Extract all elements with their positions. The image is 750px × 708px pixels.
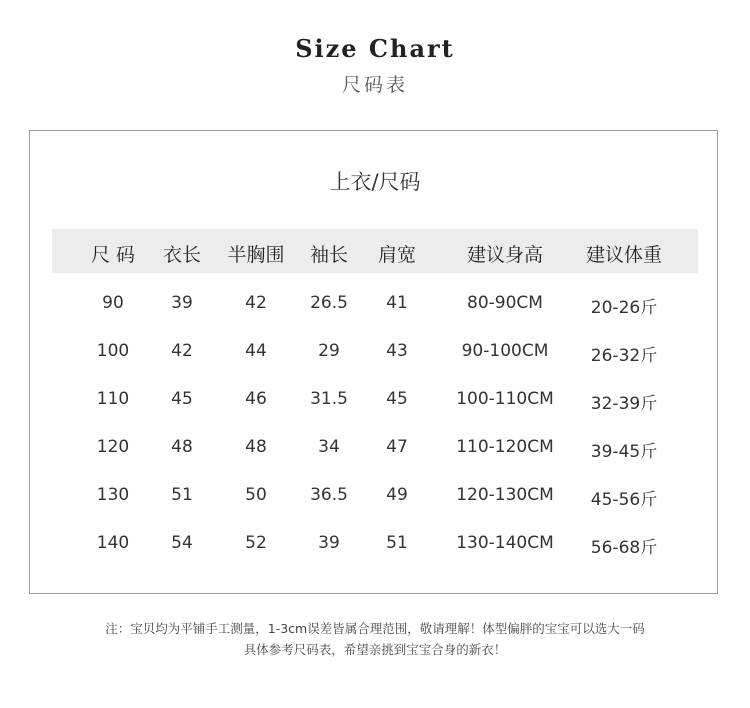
table-cell-height: 110-120CM xyxy=(456,437,554,457)
table-cell-length: 48 xyxy=(171,437,193,457)
column-header-shoulder: 肩宽 xyxy=(377,244,417,266)
table-cell-weight: 20-26斤 xyxy=(590,298,658,318)
column-header-half-chest: 半胸围 xyxy=(227,244,285,266)
column-header-sleeve: 袖长 xyxy=(309,244,349,266)
table-cell-size: 100 xyxy=(96,341,130,361)
table-title: 上衣/尺码 xyxy=(329,170,421,194)
table-cell-shoulder: 43 xyxy=(386,341,408,361)
table-cell-shoulder: 47 xyxy=(386,437,408,457)
table-cell-shoulder: 45 xyxy=(386,389,408,409)
note-line-1: 注：宝贝均为平铺手工测量，1-3cm误差皆属合理范围，敬请理解！体型偏胖的宝宝可以选大一码 xyxy=(105,621,645,636)
table-cell-size: 110 xyxy=(96,389,130,409)
table-cell-height: 100-110CM xyxy=(456,389,554,409)
page-title: Size Chart xyxy=(295,34,455,63)
table-cell-half-chest: 52 xyxy=(245,533,267,553)
note-line-2: 具体参考尺码表，希望亲挑到宝宝合身的新衣！ xyxy=(243,642,507,657)
table-cell-sleeve: 36.5 xyxy=(310,485,348,505)
table-cell-length: 54 xyxy=(171,533,193,553)
table-cell-sleeve: 39 xyxy=(318,533,340,553)
table-cell-shoulder: 49 xyxy=(386,485,408,505)
table-cell-size: 140 xyxy=(96,533,130,553)
table-cell-weight: 45-56斤 xyxy=(590,490,658,510)
table-cell-length: 42 xyxy=(171,341,193,361)
table-cell-weight: 56-68斤 xyxy=(590,538,658,558)
table-cell-sleeve: 31.5 xyxy=(310,389,348,409)
table-cell-half-chest: 50 xyxy=(245,485,267,505)
column-header-height: 建议身高 xyxy=(466,244,544,266)
table-cell-height: 90-100CM xyxy=(461,341,549,361)
table-cell-half-chest: 44 xyxy=(245,341,267,361)
table-cell-shoulder: 51 xyxy=(386,533,408,553)
table-cell-size: 130 xyxy=(96,485,130,505)
table-cell-shoulder: 41 xyxy=(386,293,408,313)
column-header-weight: 建议体重 xyxy=(585,244,663,266)
table-cell-weight: 26-32斤 xyxy=(590,346,658,366)
page-subtitle: 尺码表 xyxy=(341,74,408,96)
table-cell-height: 80-90CM xyxy=(467,293,543,313)
column-header-size: 尺 码 xyxy=(90,244,136,266)
table-cell-sleeve: 34 xyxy=(318,437,340,457)
table-cell-weight: 39-45斤 xyxy=(590,442,658,462)
table-cell-length: 39 xyxy=(171,293,193,313)
table-cell-length: 45 xyxy=(171,389,193,409)
table-cell-half-chest: 42 xyxy=(245,293,267,313)
table-cell-height: 120-130CM xyxy=(456,485,554,505)
table-cell-half-chest: 46 xyxy=(245,389,267,409)
table-cell-size: 120 xyxy=(96,437,130,457)
table-cell-half-chest: 48 xyxy=(245,437,267,457)
table-cell-size: 90 xyxy=(102,293,124,313)
table-cell-length: 51 xyxy=(171,485,193,505)
table-cell-weight: 32-39斤 xyxy=(590,394,658,414)
table-cell-height: 130-140CM xyxy=(456,533,554,553)
table-cell-sleeve: 29 xyxy=(318,341,340,361)
table-cell-sleeve: 26.5 xyxy=(310,293,348,313)
column-header-length: 衣长 xyxy=(162,244,202,266)
